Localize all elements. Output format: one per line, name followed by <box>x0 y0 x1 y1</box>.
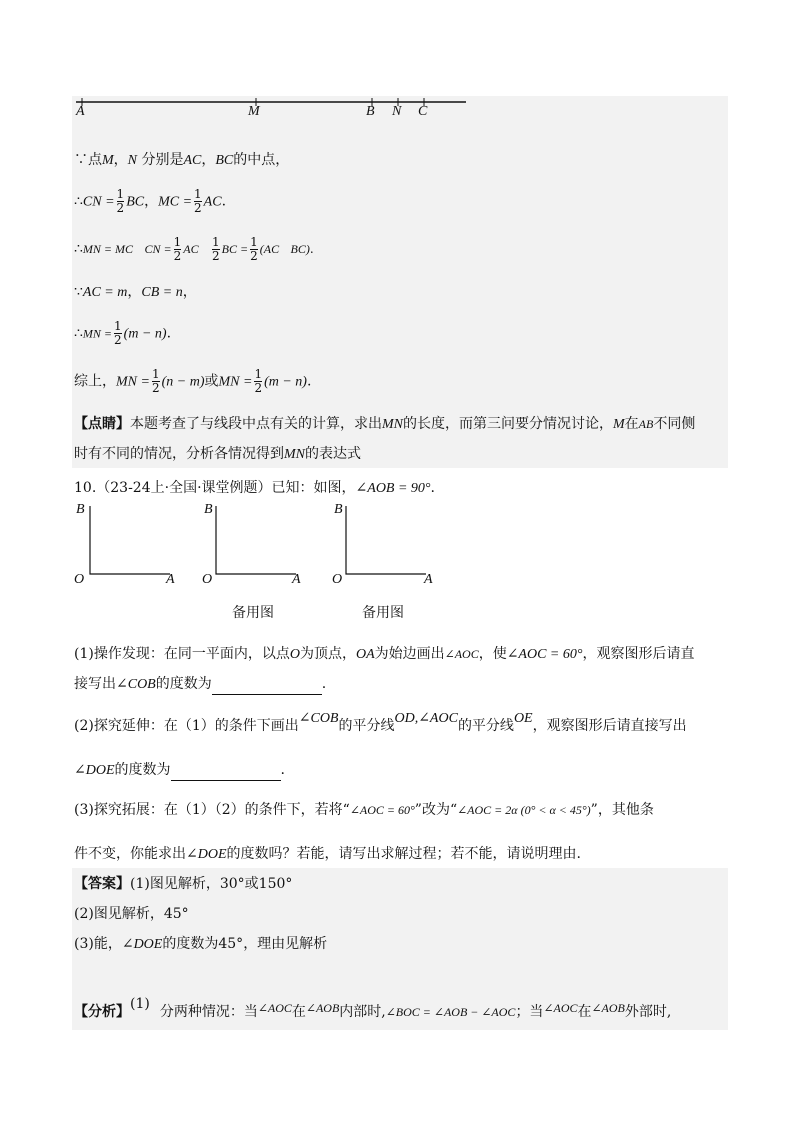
point-label-a: A <box>76 104 85 119</box>
label-o-1: O <box>74 572 85 587</box>
label-a-2: A <box>292 572 301 587</box>
comment-line-2: 时有不同的情况，分析各情况得到MN的表达式 <box>74 446 361 462</box>
solution-line-5: ∴MN = $\frac{1}{2}$ (m − n). <box>74 319 172 347</box>
label-o-2: O <box>202 572 213 587</box>
solution-line-1: ∵点M，N 分别是AC，BC的中点， <box>74 152 290 168</box>
label-b-2: B <box>204 502 213 517</box>
part-3-line-1: (3)探究拓展：在（1）（2）的条件下，若将“∠AOC = 60°”改为“∠AOC = 2α (0° < α < 45°)”，其他条 <box>74 802 654 818</box>
segment-figure <box>72 96 472 126</box>
fraction-half: $\frac{1}{2}$ <box>114 319 122 347</box>
fraction-half: $\frac{1}{2}$ <box>254 367 263 395</box>
comment-line-1: 【点睛】本题考查了与线段中点有关的计算，求出MN的长度，而第三问要分情况讨论，M在AB不同侧 <box>74 416 696 432</box>
analysis-line-1: 【分析】(1) 分两种情况：当∠AOC在∠AOB内部时,∠BOC = ∠AOB − ∠AOC；当∠AOC在∠AOB外部时, <box>74 996 672 1020</box>
part-1-line-1: (1)操作发现：在同一平面内，以点O为顶点，OA为始边画出∠AOC，使∠AOC = 60°，观察图形后请直 <box>74 646 695 662</box>
solution-line-2: ∴CN = $\frac{1}{2}$ BC，MC = $\frac{1}{2}$ AC. <box>74 187 227 215</box>
label-a-1: A <box>166 572 175 587</box>
answer-blank-2[interactable] <box>171 766 281 781</box>
part-1-line-2: 接写出∠COB的度数为 . <box>74 674 326 695</box>
point-label-n: N <box>392 104 402 119</box>
label-o-3: O <box>332 572 343 587</box>
point-label-b: B <box>366 104 375 119</box>
answer-line-3: (3)能，∠DOE的度数为45°，理由见解析 <box>74 936 328 952</box>
spare-caption-1: 备用图 <box>232 605 274 621</box>
answer-blank-1[interactable] <box>212 680 322 695</box>
solution-line-4: ∵AC = m，CB = n， <box>74 284 197 300</box>
fraction-half: $\frac{1}{2}$ <box>250 235 258 263</box>
label-a-3: A <box>424 572 433 587</box>
part-3-line-2: 件不变，你能求出∠DOE的度数吗？若能，请写出求解过程；若不能，请说明理由. <box>74 846 581 862</box>
angle-rays <box>90 506 170 574</box>
fraction-half: $\frac{1}{2}$ <box>116 187 125 215</box>
angle-figure-spare-1 <box>212 504 302 576</box>
fraction-half: $\frac{1}{2}$ <box>212 235 220 263</box>
spare-caption-2: 备用图 <box>362 605 404 621</box>
angle-rays <box>346 506 426 574</box>
fraction-half: $\frac{1}{2}$ <box>173 235 182 263</box>
label-b-3: B <box>334 502 343 517</box>
part-2-line-2: ∠DOE的度数为 . <box>74 760 285 781</box>
part-2-line-1: (2)探究延伸：在（1）的条件下画出∠COB的平分线OD,∠AOC的平分线OE，观察图形后请直接写出 <box>74 711 687 734</box>
solution-line-6: 综上，MN = $\frac{1}{2}$ (n − m)或MN = $\frac{1}{2}$ (m − n). <box>74 367 312 395</box>
point-label-m: M <box>248 104 260 119</box>
fraction-half: $\frac{1}{2}$ <box>194 187 202 215</box>
fraction-half: $\frac{1}{2}$ <box>151 367 160 395</box>
angle-rays <box>216 506 296 574</box>
angle-figure-main <box>86 504 176 576</box>
point-label-c: C <box>418 104 428 119</box>
solution-line-3: ∴MN = MC CN = $\frac{1}{2}$ AC $\frac{1}{2}$ BC = $\frac{1}{2}$ (AC BC). <box>74 235 314 263</box>
answer-line-1: 【答案】(1)图见解析，30°或150° <box>74 876 293 892</box>
answer-line-2: (2)图见解析，45° <box>74 906 189 922</box>
angle-figure-spare-2 <box>342 504 432 576</box>
question-10-header: 10.（23-24上·全国·课堂例题）已知：如图，∠AOB = 90°. <box>74 480 435 496</box>
label-b-1: B <box>76 502 85 517</box>
